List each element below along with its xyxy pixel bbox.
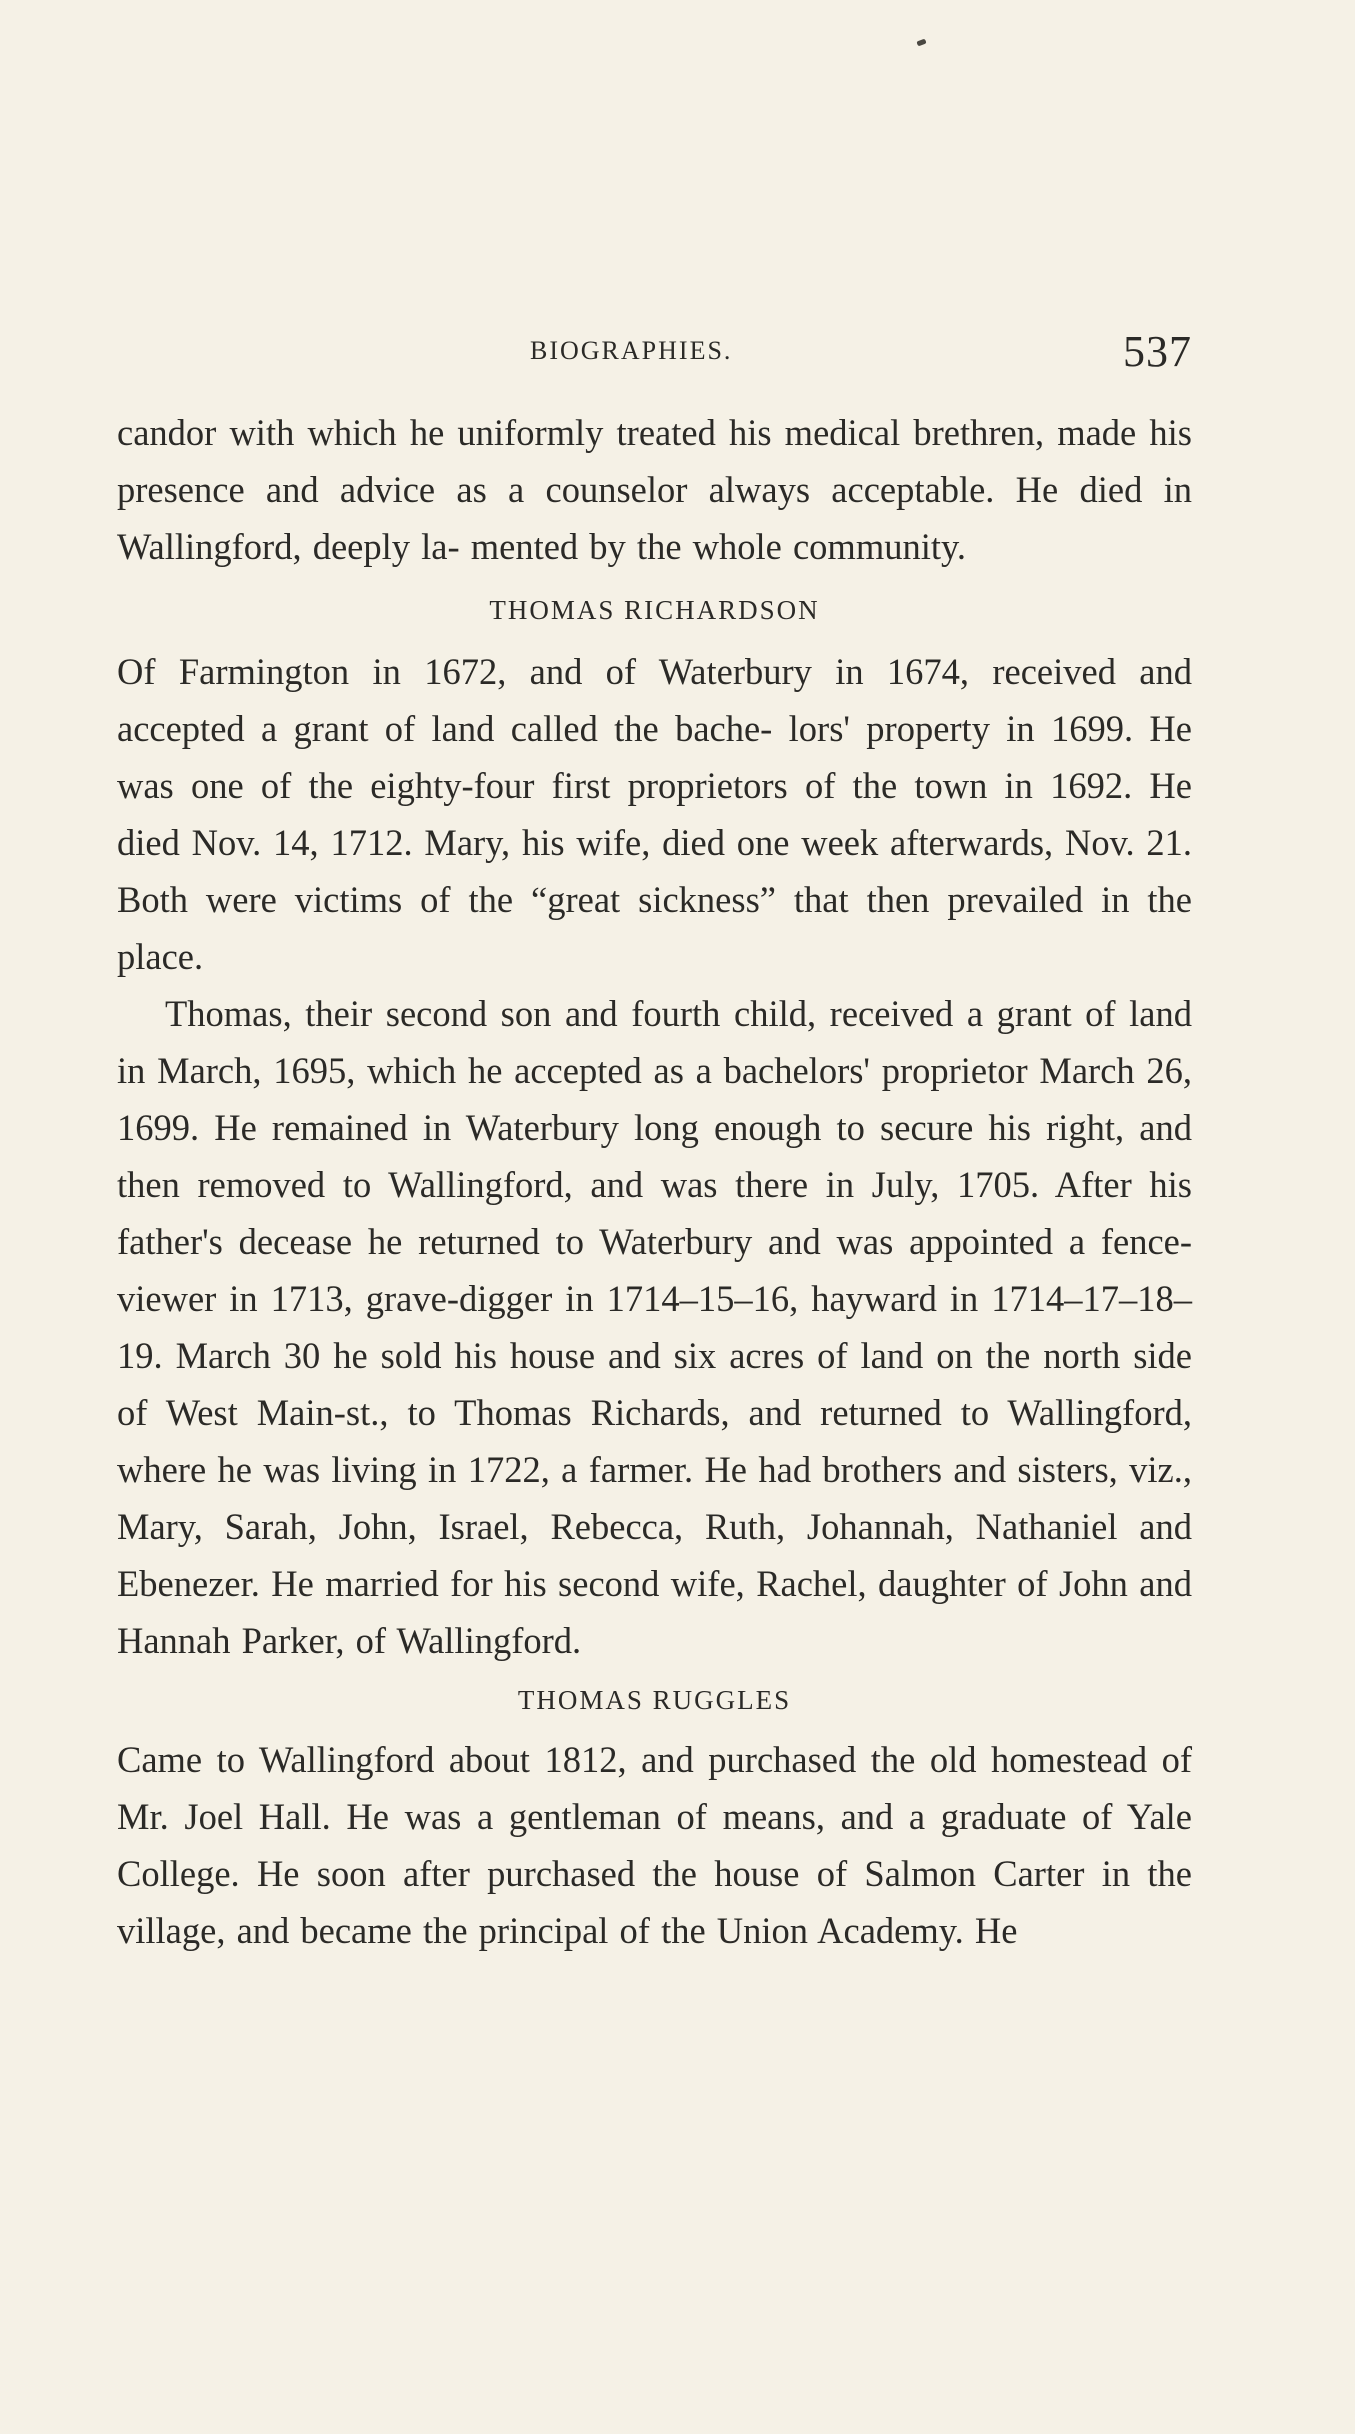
paragraph-medical-brethren: candor with which he uniformly treated his medical brethren, made his presence and advice as a counselor always acceptable. He died in Wallingford, deeply la- mented by the whole community. [117, 412, 1192, 567]
paragraph-thomas-second-son: Thomas, their second son and fourth child, received a grant of land in March, 1695, which he accepted as a bachelors' proprietor March 26, 1699. He remained in Waterbury long enough to secure his right, and then removed to Wallingford, and was there in July, 1705. After his father's decease he returned to Waterbury and was appointed a fence-viewer in 1713, grave-digger in 1714–15–16, hayward in 1714–17–18–19. March 30 he sold his house and six acres of land on the north side of West Main-st., to Thomas Richards, and returned to Wallingford, where he was living in 1722, a farmer. He had brothers and sisters, viz., Mary, Sarah, John, Israel, Rebecca, Ruth, Johannah, Nathaniel and Ebenezer. He married for his second wife, Rachel, daughter of John and Hannah Parker, of Wallingford. [117, 993, 1192, 1661]
paragraph-farmington: Of Farmington in 1672, and of Waterbury in 1674, received and accepted a grant of land called the bache- lors' property in 1699. He was one of the eighty-four first proprietors of the town in 1692. He died Nov. 14, 1712. Mary, his wife, died one week afterwards, Nov. 21. Both were victims of the “great sickness” that then prevailed in the place. [117, 651, 1192, 977]
running-title: BIOGRAPHIES. [530, 336, 733, 365]
page-number: 537 [1123, 327, 1192, 376]
body-text [117, 404, 1192, 1959]
heading-thomas-richardson: THOMAS RICHARDSON [489, 595, 820, 625]
heading-thomas-ruggles: THOMAS RUGGLES [517, 1685, 792, 1715]
running-head [117, 326, 1192, 376]
paragraph-came-to-wallingford: Came to Wallingford about 1812, and purchased the old homestead of Mr. Joel Hall. He was a gentleman of means, and a graduate of Yale College. He soon after purchased the house of Salmon Carter in the village, and became the principal of the Union Academy. He [117, 1739, 1192, 1951]
ink-speck [916, 39, 926, 47]
